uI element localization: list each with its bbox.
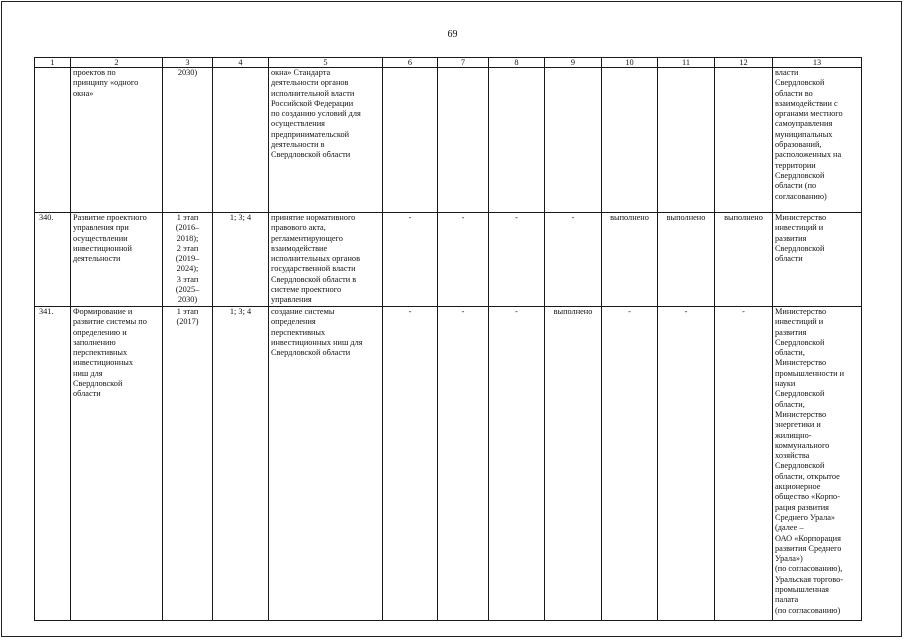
row-number [35, 68, 71, 213]
status-cell [545, 68, 602, 213]
row-number: 341. [35, 307, 71, 621]
status-cell: - [489, 307, 545, 621]
status-cell: - [489, 213, 545, 307]
period: 1 этап (2017) [163, 307, 213, 621]
col-header: 5 [269, 58, 383, 68]
period: 2030) [163, 68, 213, 213]
status-cell [383, 68, 438, 213]
status-cell: выполнено [545, 307, 602, 621]
col-header: 2 [71, 58, 163, 68]
col-header: 6 [383, 58, 438, 68]
header-row [35, 58, 862, 68]
status-cell: - [715, 307, 773, 621]
col-header: 3 [163, 58, 213, 68]
col-header: 4 [213, 58, 269, 68]
status-cell: выполнено [658, 213, 715, 307]
plan-table [34, 57, 862, 621]
table-row [35, 307, 862, 621]
status-cell: - [602, 307, 658, 621]
status-cell: - [658, 307, 715, 621]
row-number: 340. [35, 213, 71, 307]
col-header: 9 [545, 58, 602, 68]
executor: власти Свердловской области во взаимодействии с органами местного самоуправления муниципальных образований, расположенных на территории Свердловской области (по согласованию) [773, 68, 862, 213]
status-cell [602, 68, 658, 213]
indicators [213, 68, 269, 213]
col-header: 11 [658, 58, 715, 68]
table-row [35, 68, 862, 213]
table-row [35, 213, 862, 307]
result: принятие нормативного правового акта, регламентирующего взаимодействие исполнительных органов государственной власти Свердловской области в системе проектного управления [269, 213, 383, 307]
status-cell: - [383, 307, 438, 621]
measure-name: Формирование и развитие системы по определению и заполнению перспективных инвестиционных ниш для Свердловской области [71, 307, 163, 621]
status-cell: - [438, 307, 489, 621]
col-header: 13 [773, 58, 862, 68]
indicators: 1; 3; 4 [213, 213, 269, 307]
status-cell [489, 68, 545, 213]
status-cell: - [438, 213, 489, 307]
status-cell: выполнено [602, 213, 658, 307]
col-header: 8 [489, 58, 545, 68]
status-cell [658, 68, 715, 213]
measure-name: проектов по принципу «одного окна» [71, 68, 163, 213]
executor: Министерство инвестиций и развития Свердловской области, Министерство промышленности и науки Свердловской области, Министерство энергетики и жилищно- коммунального хозяйства Свердловской области, открытое акционерное общество «Корпо- рация развития Среднего Урала» (далее – ОАО «Корпорация развития Среднего Урала») (по согласованию), Уральская торгово- промышленная палата (по согласованию) [773, 307, 862, 621]
status-cell [715, 68, 773, 213]
result: создание системы определения перспективных инвестиционных ниш для Свердловской области [269, 307, 383, 621]
status-cell: - [383, 213, 438, 307]
executor: Министерство инвестиций и развития Свердловской области [773, 213, 862, 307]
page-number: 69 [447, 29, 458, 40]
col-header: 10 [602, 58, 658, 68]
period: 1 этап (2016– 2018); 2 этап (2019– 2024); 3 этап (2025– 2030) [163, 213, 213, 307]
result: окна» Стандарта деятельности органов исполнительной власти Российской Федерации по созданию условий для осуществления предпринимательской деятельности в Свердловской области [269, 68, 383, 213]
status-cell [438, 68, 489, 213]
measure-name: Развитие проектного управления при осуществлении инвестиционной деятельности [71, 213, 163, 307]
status-cell: - [545, 213, 602, 307]
indicators: 1; 3; 4 [213, 307, 269, 621]
col-header: 12 [715, 58, 773, 68]
col-header: 1 [35, 58, 71, 68]
col-header: 7 [438, 58, 489, 68]
status-cell: выполнено [715, 213, 773, 307]
